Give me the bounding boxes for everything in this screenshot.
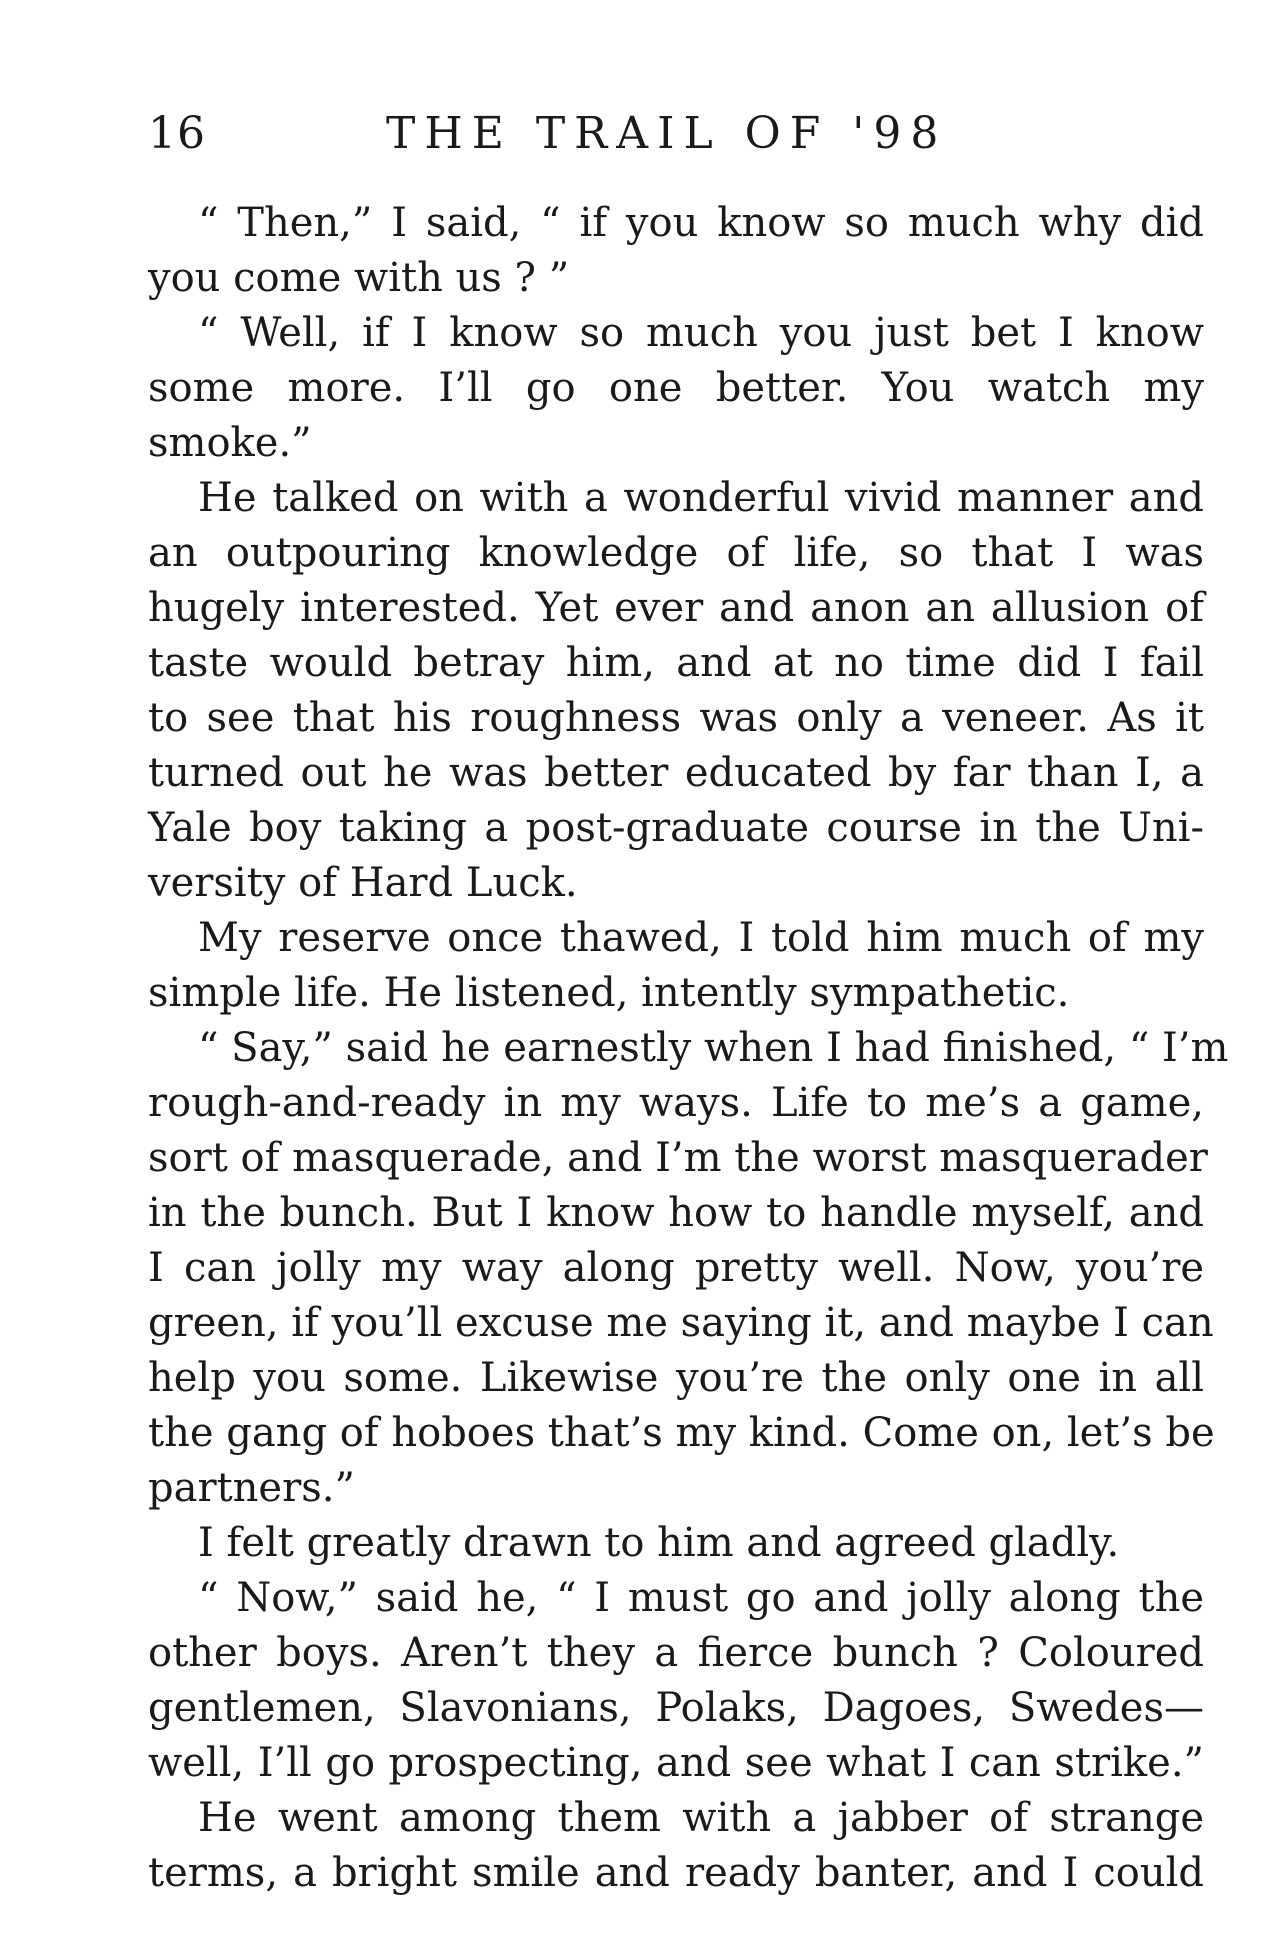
text-line: well, I’ll go prospecting, and see what I can strike.” [148,1740,1204,1786]
text-line: He went among them with a jabber of strange [198,1795,1204,1841]
text-line: you come with us ? ” [148,255,570,301]
text-line: in the bunch. But I know how to handle myself, and [148,1190,1204,1236]
text-line: smoke.” [148,420,312,466]
body-text [148,196,1229,1901]
text-line: sort of masquerade, and I’m the worst masquerader [148,1135,1208,1181]
text-line: I can jolly my way along pretty well. Now, you’re [148,1245,1204,1291]
text-line: Yale boy taking a post-graduate course in the Uni- [148,805,1204,851]
text-line: “ Say,” said he earnestly when I had finished, “ I’m [198,1025,1229,1071]
text-line: “ Then,” I said, “ if you know so much why did [198,200,1204,246]
text-line: help you some. Likewise you’re the only one in all [148,1355,1204,1401]
text-line: turned out he was better educated by far than I, a [148,750,1204,796]
text-line: the gang of hoboes that’s my kind. Come on, let’s be [148,1410,1215,1456]
text-line: He talked on with a wonderful vivid manner and [198,475,1204,521]
text-line: green, if you’ll excuse me saying it, and maybe I can [148,1300,1214,1346]
text-line: gentlemen, Slavonians, Polaks, Dagoes, Swedes— [148,1685,1204,1731]
text-line: to see that his roughness was only a veneer. As it [148,695,1204,741]
text-line: hugely interested. Yet ever and anon an allusion of [148,585,1204,631]
text-line: simple life. He listened, intently sympathetic. [148,970,1070,1016]
running-title: THE TRAIL OF '98 [386,108,948,159]
text-line: other boys. Aren’t they a fierce bunch ? Coloured [148,1630,1204,1676]
text-line: “ Now,” said he, “ I must go and jolly along the [198,1575,1204,1621]
page-header [148,108,1148,168]
text-line: some more. I’ll go one better. You watch my [148,365,1204,411]
text-line: taste would betray him, and at no time did I fail [148,640,1204,686]
text-line: rough-and-ready in my ways. Life to me’s a game, [148,1080,1204,1126]
text-line: “ Well, if I know so much you just bet I know [198,310,1204,356]
text-line: terms, a bright smile and ready banter, and I could [148,1850,1204,1896]
page-number: 16 [148,108,206,159]
text-line: My reserve once thawed, I told him much of my [198,915,1204,961]
text-line: partners.” [148,1465,355,1511]
text-line: an outpouring knowledge of life, so that I was [148,530,1204,576]
text-line: I felt greatly drawn to him and agreed gladly. [198,1520,1120,1566]
text-line: versity of Hard Luck. [148,860,578,906]
